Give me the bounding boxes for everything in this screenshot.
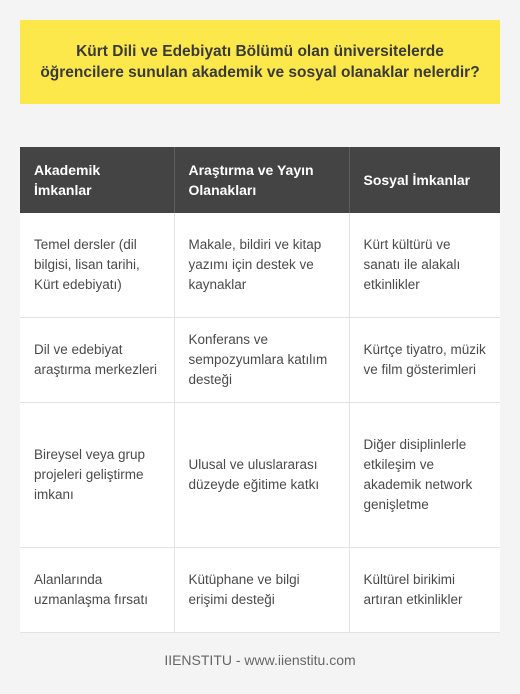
table-cell: Temel dersler (dil bilgisi, lisan tarihi, Kürt edebiyatı): [20, 213, 174, 318]
column-header-sosyal: Sosyal İmkanlar: [349, 147, 500, 213]
column-header-arastirma: Araştırma ve Yayın Olanakları: [174, 147, 349, 213]
table-row: [20, 213, 500, 318]
table-cell: Dil ve edebiyat araştırma merkezleri: [20, 318, 174, 403]
footer-credit: IIENSTITU - www.iienstitu.com: [164, 652, 356, 668]
column-header-akademik: Akademik İmkanlar: [20, 147, 174, 213]
table-cell: Diğer disiplinlerle etkileşim ve akademik network genişletme: [349, 403, 500, 548]
table-cell: Ulusal ve uluslararası düzeyde eğitime katkı: [174, 403, 349, 548]
table-row: [20, 318, 500, 403]
table-header-row: [20, 147, 500, 213]
table-cell: Konferans ve sempozyumlara katılım desteği: [174, 318, 349, 403]
page-title: Kürt Dili ve Edebiyatı Bölümü olan üniversitelerde öğrencilere sunulan akademik ve sosyal olanaklar nelerdir?: [40, 43, 480, 81]
table-row: [20, 403, 500, 548]
table-row: [20, 548, 500, 633]
table-cell: Bireysel veya grup projeleri geliştirme imkanı: [20, 403, 174, 548]
title-banner: [20, 20, 500, 104]
table-cell: Kültürel birikimi artıran etkinlikler: [349, 548, 500, 633]
table-cell: Kürt kültürü ve sanatı ile alakalı etkinlikler: [349, 213, 500, 318]
info-table: [20, 147, 500, 633]
table-cell: Alanlarında uzmanlaşma fırsatı: [20, 548, 174, 633]
table-cell: Kürtçe tiyatro, müzik ve film gösterimleri: [349, 318, 500, 403]
table-cell: Makale, bildiri ve kitap yazımı için destek ve kaynaklar: [174, 213, 349, 318]
table-cell: Kütüphane ve bilgi erişimi desteği: [174, 548, 349, 633]
